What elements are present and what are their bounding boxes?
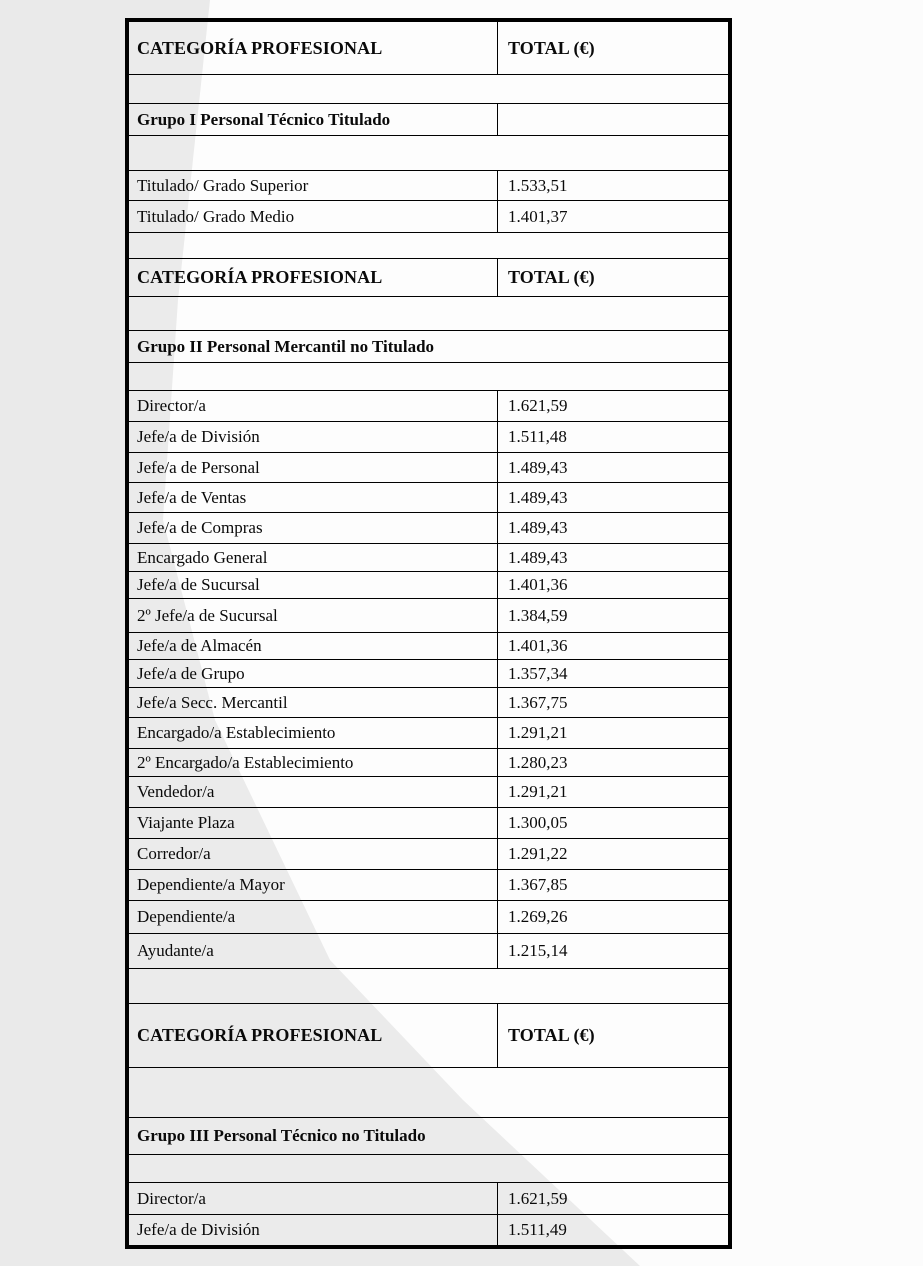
category-cell: Jefe/a de Grupo xyxy=(137,663,245,683)
table-row xyxy=(129,717,728,748)
total-header-cell: TOTAL (€) xyxy=(497,22,728,74)
table-row xyxy=(129,543,728,571)
total-header-cell: TOTAL (€) xyxy=(497,1004,728,1067)
group-title-cell: Grupo III Personal Técnico no Titulado xyxy=(137,1126,426,1145)
category-cell: Ayudante/a xyxy=(137,941,214,960)
category-cell: Dependiente/a Mayor xyxy=(137,875,285,894)
spacer-row xyxy=(129,296,728,330)
category-cell: Corredor/a xyxy=(137,844,211,863)
total-cell: 1.291,21 xyxy=(497,718,728,748)
total-cell: 1.367,75 xyxy=(497,688,728,717)
total-cell: 1.489,43 xyxy=(497,483,728,512)
total-header-cell: TOTAL (€) xyxy=(497,259,728,296)
spacer-row xyxy=(129,1154,728,1182)
total-cell: 1.384,59 xyxy=(497,599,728,632)
category-cell: 2º Encargado/a Establecimiento xyxy=(137,752,354,772)
table-row xyxy=(129,933,728,968)
spacer-cell xyxy=(129,136,728,170)
spacer-row xyxy=(129,74,728,103)
table-row xyxy=(129,748,728,776)
total-cell: 1.291,21 xyxy=(497,777,728,807)
total-cell: 1.280,23 xyxy=(497,749,728,776)
table-row xyxy=(129,200,728,232)
table-row xyxy=(129,776,728,807)
table-header-row xyxy=(129,22,728,74)
category-cell: Jefe/a de Personal xyxy=(137,457,260,477)
table-header-row xyxy=(129,1003,728,1067)
spacer-row xyxy=(129,135,728,170)
category-cell: Encargado General xyxy=(137,547,268,567)
total-cell xyxy=(497,104,728,135)
table-row xyxy=(129,598,728,632)
category-cell: Jefe/a de Almacén xyxy=(137,636,262,655)
table-row xyxy=(129,512,728,543)
table-row xyxy=(129,452,728,482)
table-row xyxy=(129,170,728,200)
group-row xyxy=(129,330,728,362)
total-cell: 1.300,05 xyxy=(497,808,728,838)
table-row xyxy=(129,838,728,869)
spacer-row xyxy=(129,232,728,258)
category-cell: Director/a xyxy=(137,1188,206,1208)
total-cell: 1.215,14 xyxy=(497,934,728,968)
total-cell: 1.291,22 xyxy=(497,839,728,869)
category-header-cell: CATEGORÍA PROFESIONAL xyxy=(137,1025,383,1045)
category-cell: 2º Jefe/a de Sucursal xyxy=(137,605,278,625)
category-cell: Encargado/a Establecimiento xyxy=(137,723,336,742)
total-cell: 1.511,48 xyxy=(497,422,728,452)
category-cell: Jefe/a de Compras xyxy=(137,518,263,537)
group-title-cell: Grupo I Personal Técnico Titulado xyxy=(137,109,391,129)
total-cell: 1.401,37 xyxy=(497,201,728,232)
table-row xyxy=(129,659,728,687)
total-cell: 1.367,85 xyxy=(497,870,728,900)
total-cell: 1.621,59 xyxy=(497,1183,728,1214)
spacer-cell xyxy=(129,363,728,390)
category-cell: Viajante Plaza xyxy=(137,813,235,832)
total-cell: 1.621,59 xyxy=(497,391,728,421)
category-cell: Vendedor/a xyxy=(137,782,215,801)
category-cell: Jefe/a de División xyxy=(137,1220,260,1239)
category-cell: Jefe/a de Ventas xyxy=(137,487,247,507)
total-cell: 1.489,43 xyxy=(497,453,728,482)
category-cell: Titulado/ Grado Superior xyxy=(137,175,309,195)
total-cell: 1.489,43 xyxy=(497,513,728,543)
category-cell: Jefe/a de Sucursal xyxy=(137,575,260,594)
salary-table xyxy=(125,18,732,1249)
table-row xyxy=(129,807,728,838)
table-row xyxy=(129,632,728,659)
table-row xyxy=(129,482,728,512)
total-cell: 1.489,43 xyxy=(497,544,728,571)
table-row xyxy=(129,1182,728,1214)
spacer-cell xyxy=(129,1155,728,1182)
table-header-row xyxy=(129,258,728,296)
spacer-cell xyxy=(129,233,728,258)
category-header-cell: CATEGORÍA PROFESIONAL xyxy=(137,267,383,287)
table-row xyxy=(129,571,728,598)
category-cell: Jefe/a de División xyxy=(137,427,260,446)
total-cell: 1.533,51 xyxy=(497,171,728,200)
category-cell: Director/a xyxy=(137,396,206,415)
category-cell: Jefe/a Secc. Mercantil xyxy=(137,692,288,712)
total-cell: 1.511,49 xyxy=(497,1215,728,1245)
category-header-cell: CATEGORÍA PROFESIONAL xyxy=(137,37,383,58)
group-row xyxy=(129,103,728,135)
category-cell: Titulado/ Grado Medio xyxy=(137,206,295,226)
table-row xyxy=(129,421,728,452)
table-row xyxy=(129,687,728,717)
table-row xyxy=(129,390,728,421)
spacer-row xyxy=(129,362,728,390)
total-cell: 1.401,36 xyxy=(497,572,728,598)
group-title-cell: Grupo II Personal Mercantil no Titulado xyxy=(137,336,435,356)
category-cell: Dependiente/a xyxy=(137,907,236,926)
total-cell: 1.401,36 xyxy=(497,633,728,659)
total-cell: 1.357,34 xyxy=(497,660,728,687)
table-row xyxy=(129,869,728,900)
spacer-cell xyxy=(129,75,728,103)
spacer-row xyxy=(129,1067,728,1117)
table-row xyxy=(129,900,728,933)
group-row xyxy=(129,1117,728,1154)
table-row xyxy=(129,1214,728,1245)
spacer-cell xyxy=(129,1068,728,1117)
spacer-cell xyxy=(129,297,728,330)
total-cell: 1.269,26 xyxy=(497,901,728,933)
spacer-row xyxy=(129,968,728,1003)
spacer-cell xyxy=(129,969,728,1003)
